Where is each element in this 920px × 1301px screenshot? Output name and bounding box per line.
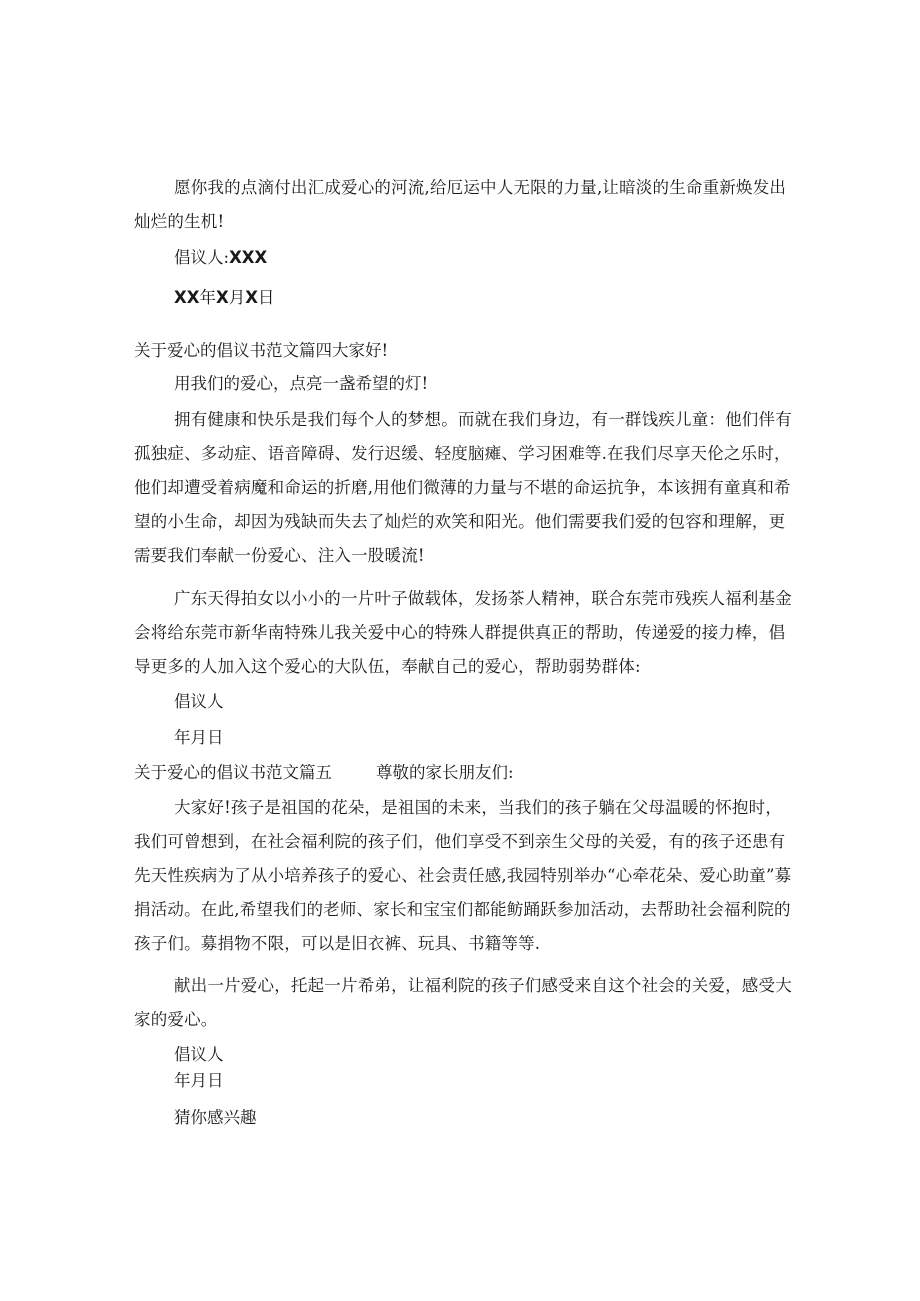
closing-paragraph: 愿你我的点滴付出汇成爱心的河流,给厄运中人无限的力量,让暗淡的生命重新焕发出灿烂的生机!: [134, 178, 787, 231]
date-year: XX: [174, 288, 200, 307]
signer-label: 倡议人:: [174, 248, 230, 267]
date-3: 年月日: [174, 1071, 224, 1090]
date-2: 年月日: [174, 728, 224, 747]
signer-3: 倡议人: [174, 1045, 224, 1064]
salutation: 尊敬的家长朋友们:: [376, 763, 514, 782]
date-month-unit: 月: [228, 288, 246, 307]
signer-name: XXX: [229, 248, 268, 267]
section-heading-4: 关于爱心的倡议书范文篇四大家好!: [134, 341, 389, 360]
body-paragraph-donate: 献出一片爱心，托起一片希弟，让福利院的孩子们感受来自这个社会的关爱，感受大家的爱心。: [134, 976, 792, 1029]
intro-paragraph: 用我们的爱心，点亮一盏希望的灯!: [174, 374, 429, 393]
body-paragraph-health: 拥有健康和快乐是我们每个人的梦想。而就在我们身边，有一群饯疾儿童：他们伴有孤独症、多动症、语音障碍、发行迟缓、轻度脑瘫、学习困难等.在我们尽享天伦之乐时，他们却遭受着病魔和命运的折磨,用他们微薄的力量与不堪的命运抗争，本该拥有童真和希望的小生命，却因为残缺而失去了灿烂的欢笑和阳光。他们需要我们爱的包容和理解，更需要我们奉献一份爱心、注入一股暖流!: [134, 410, 792, 565]
date-line: [174, 286, 274, 310]
signer-2: 倡议人: [174, 692, 224, 711]
date-month: X: [215, 288, 229, 307]
signer-line: [174, 246, 267, 270]
section-heading-5-line: [134, 761, 514, 785]
date-day-unit: 日: [257, 288, 275, 307]
body-paragraph-company: 广东天得拍女以小小的一片叶子做载体，发扬茶人精神，联合东莞市残疾人福利基金会将给东莞市新华南特殊儿我关爱中心的特殊人群提供真正的帮助，传递爱的接力棒，倡导更多的人加入这个爱心的大队伍，奉献自己的爱心，帮助弱势群体:: [134, 589, 792, 676]
body-paragraph-children: 大家好!孩子是祖国的花朵，是祖国的未来，当我们的孩子躺在父母温暖的怀抱时，我们可曾想到，在社会福利院的孩子们，他们享受不到亲生父母的关爱，有的孩子还患有先天性疾病为了从小培养孩子的爱心、社会责任感,我园特别举办“心牵花朵、爱心助童”募捐活动。在此,希望我们的老师、家长和宝宝们都能鲂踊跃参加活动，去帮助社会福利院的孩子们。募捐物不限，可以是旧衣裤、玩具、书籍等等.: [134, 798, 792, 953]
date-day: X: [245, 288, 258, 307]
date-year-unit: 年: [199, 288, 216, 307]
section-heading-5: 关于爱心的倡议书范文篇五: [134, 763, 332, 782]
related-link[interactable]: 猜你感兴趣: [174, 1108, 257, 1127]
